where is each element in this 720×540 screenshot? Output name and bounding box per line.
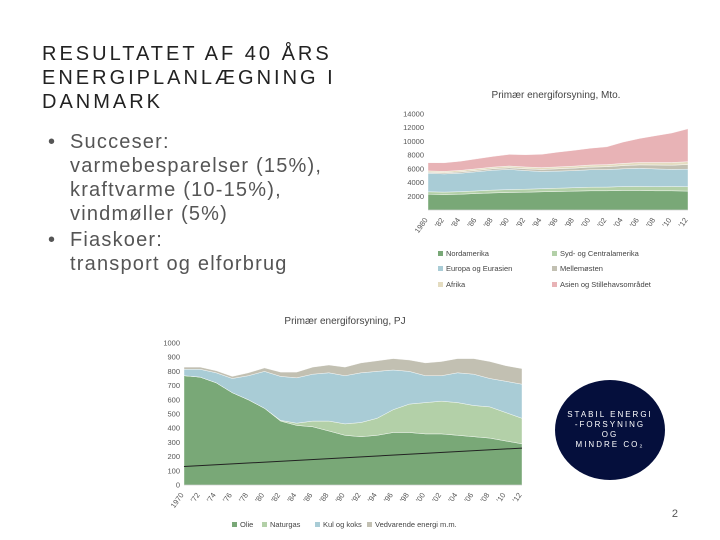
x-tick-label: '92	[349, 490, 363, 505]
legend-swatch	[552, 266, 557, 271]
denmark-energy-chart	[140, 310, 540, 540]
legend-swatch	[438, 251, 443, 256]
y-tick-label: 0	[175, 480, 180, 490]
legend-label: Europa og Eurasien	[446, 264, 513, 273]
chart-title: Primær energiforsyning, PJ	[284, 316, 406, 327]
x-tick-label: '78	[237, 491, 251, 505]
legend-swatch	[315, 522, 320, 527]
title-line: RESULTATET AF 40 ÅRS	[42, 43, 332, 65]
bullet-item	[42, 130, 402, 226]
x-tick-label: '00	[414, 490, 428, 505]
y-tick-label: 4000	[407, 178, 424, 188]
legend-swatch	[232, 522, 237, 527]
legend-swatch	[438, 282, 443, 287]
x-tick-label: '92	[514, 215, 528, 230]
chart-title: Primær energiforsyning, Mto.	[491, 90, 621, 101]
legend-label: Vedvarende energi m.m.	[375, 520, 457, 529]
legend-label: Nordamerika	[446, 249, 489, 258]
x-tick-label: '88	[317, 491, 331, 505]
y-tick-label: 800	[167, 366, 180, 376]
stable-energy-callout	[555, 380, 665, 480]
legend-swatch	[262, 522, 267, 527]
x-tick-label: '90	[497, 216, 511, 230]
y-tick-label: 10000	[403, 136, 424, 146]
title-line: ENERGIPLANLÆGNING I	[42, 67, 336, 89]
bullet-line: vindmøller (5%)	[70, 203, 229, 225]
y-tick-label: 1000	[163, 338, 180, 348]
bullet-line: kraftvarme (10-15%),	[70, 179, 282, 201]
legend-label: Mellemøsten	[560, 264, 603, 273]
legend-label: Asien og Stillehavsområdet	[560, 280, 651, 289]
x-tick-label: '76	[220, 490, 234, 505]
callout-line: OG	[601, 430, 619, 439]
legend-swatch	[367, 522, 372, 527]
bullet-list	[42, 130, 402, 278]
legend-label: Naturgas	[270, 520, 301, 529]
x-tick-label: '02	[595, 216, 609, 230]
x-tick-label: '98	[562, 216, 576, 230]
legend-swatch	[552, 251, 557, 256]
y-tick-label: 400	[167, 423, 180, 433]
x-tick-label: '04	[611, 215, 625, 230]
title-line: DANMARK	[42, 91, 164, 113]
x-tick-label: '96	[546, 215, 560, 230]
legend-label: Olie	[240, 520, 254, 529]
bullet-line: transport og elforbrug	[70, 253, 288, 275]
x-tick-label: '12	[676, 215, 690, 230]
legend-label: Afrika	[446, 280, 466, 289]
callout-line: -FORSYNING	[574, 420, 646, 429]
x-tick-label: 1970	[168, 490, 186, 510]
x-tick-label: '00	[579, 215, 593, 230]
x-tick-label: '10	[494, 490, 508, 505]
y-tick-label: 8000	[407, 150, 424, 160]
x-tick-label: '02	[430, 490, 444, 505]
x-tick-label: '72	[188, 490, 202, 505]
x-tick-label: '82	[269, 491, 283, 505]
y-tick-label: 300	[167, 437, 180, 447]
x-tick-label: '90	[333, 491, 347, 505]
x-tick-label: '82	[432, 216, 446, 230]
x-tick-label: '04	[446, 490, 460, 505]
page-number: 2	[671, 508, 678, 520]
legend-swatch	[552, 282, 557, 287]
y-tick-label: 200	[167, 452, 180, 462]
x-tick-label: '84	[285, 491, 299, 505]
bullet-line: • Succeser:	[70, 131, 170, 153]
legend-label: Kul og koks	[323, 520, 362, 529]
x-tick-label: '74	[204, 490, 218, 505]
bullet-item	[42, 228, 402, 276]
y-tick-label: 100	[167, 466, 180, 476]
x-tick-label: '84	[449, 215, 463, 230]
y-tick-label: 2000	[407, 191, 424, 201]
x-tick-label: '86	[465, 216, 479, 230]
x-tick-label: '88	[481, 215, 495, 230]
bullet-line: varmebesparelser (15%),	[70, 155, 323, 177]
legend-label: Syd- og Centralamerika	[560, 249, 639, 258]
x-tick-label: '06	[462, 490, 476, 505]
y-tick-label: 6000	[407, 164, 424, 174]
x-tick-label: '08	[644, 215, 658, 230]
y-tick-label: 600	[167, 395, 180, 405]
x-tick-label: '10	[660, 216, 674, 230]
bullet-line: • Fiaskoer:	[70, 229, 164, 251]
x-tick-label: '80	[253, 491, 267, 505]
x-tick-label: 1980	[412, 215, 430, 235]
y-tick-label: 700	[167, 381, 180, 391]
y-tick-label: 14000	[403, 109, 424, 119]
x-tick-label: '86	[301, 491, 315, 505]
x-tick-label: '94	[530, 216, 544, 230]
y-tick-label: 12000	[403, 123, 424, 133]
slide-title	[42, 42, 402, 114]
x-tick-label: '12	[510, 490, 524, 505]
world-energy-chart	[380, 80, 700, 305]
x-tick-label: '96	[381, 490, 395, 505]
legend-swatch	[438, 266, 443, 271]
x-tick-label: '98	[397, 490, 411, 505]
x-tick-label: '06	[627, 216, 641, 230]
x-tick-label: '08	[478, 490, 492, 505]
callout-line: STABIL ENERGI	[567, 410, 653, 419]
callout-line: MINDRE CO₂	[575, 440, 645, 449]
y-tick-label: 500	[167, 409, 180, 419]
y-tick-label: 900	[167, 352, 180, 362]
x-tick-label: '94	[365, 490, 379, 505]
